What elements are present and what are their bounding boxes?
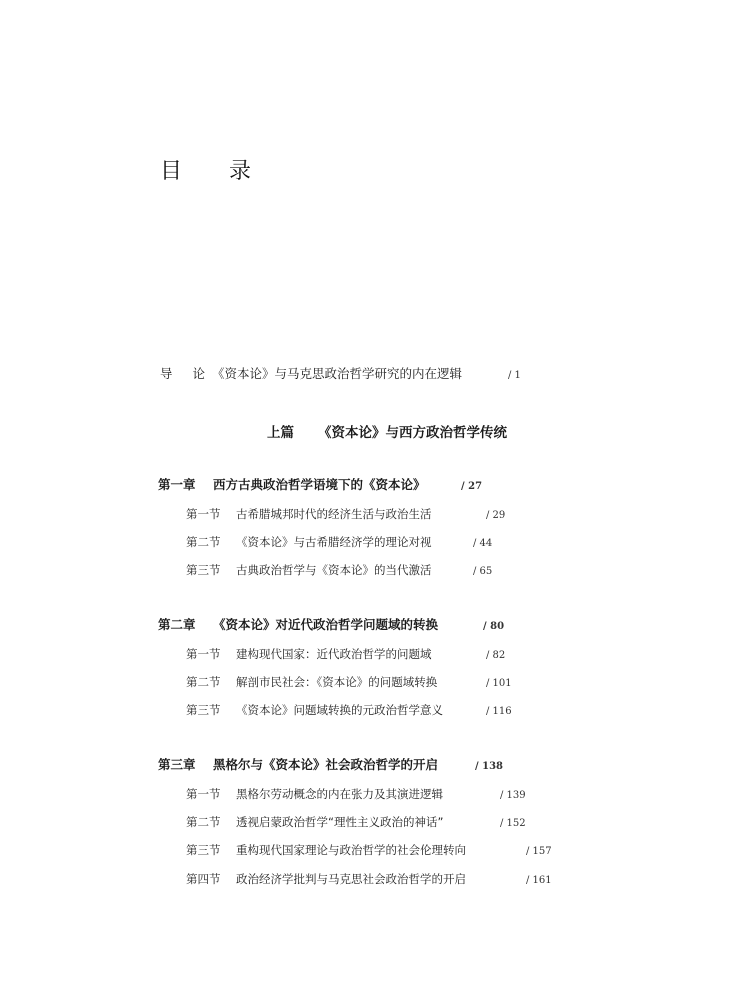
- toc-section[interactable]: [186, 674, 512, 692]
- toc-section[interactable]: [186, 646, 505, 664]
- section-label: 第一节: [186, 787, 221, 801]
- toc-section[interactable]: [186, 786, 526, 804]
- part-title: 《资本论》与西方政治哲学传统: [318, 425, 507, 441]
- section-title: 重构现代国家理论与政治哲学的社会伦理转向: [236, 843, 466, 857]
- chapter-title: 西方古典政治哲学语境下的《资本论》: [213, 477, 426, 492]
- section-label: 第二节: [186, 815, 221, 829]
- section-label: 第二节: [186, 535, 221, 549]
- toc-section[interactable]: [186, 562, 492, 580]
- section-title: 《资本论》与古希腊经济学的理论对视: [236, 535, 432, 549]
- section-title: 建构现代国家：近代政治哲学的问题域: [236, 647, 432, 661]
- section-page-number: / 161: [526, 875, 552, 886]
- section-page-number: / 101: [486, 678, 512, 689]
- toc-section[interactable]: [186, 534, 492, 552]
- chapter-page-number: / 138: [475, 761, 504, 772]
- section-page-number: / 139: [500, 790, 526, 801]
- section-label: 第一节: [186, 507, 221, 521]
- chapter-page-number: / 80: [483, 621, 505, 632]
- toc-section[interactable]: [186, 814, 526, 832]
- section-label: 第三节: [186, 843, 221, 857]
- part-label: 上篇: [267, 425, 294, 441]
- toc-chapter-2[interactable]: [158, 617, 504, 635]
- section-page-number: / 152: [500, 818, 526, 829]
- section-title: 黑格尔劳动概念的内在张力及其演进逻辑: [236, 787, 443, 801]
- section-label: 第一节: [186, 647, 221, 661]
- toc-chapter-1[interactable]: [158, 477, 482, 495]
- toc-entry-intro[interactable]: [160, 366, 521, 384]
- section-label: 第二节: [186, 675, 221, 689]
- section-title: 古典政治哲学与《资本论》的当代激活: [236, 563, 432, 577]
- toc-chapter-3[interactable]: [158, 757, 503, 775]
- chapter-page-number: / 27: [461, 481, 483, 492]
- section-page-number: / 65: [473, 566, 493, 577]
- intro-title: 《资本论》与马克思政治哲学研究的内在逻辑: [212, 366, 463, 381]
- section-page-number: / 44: [473, 538, 493, 549]
- toc-section[interactable]: [186, 506, 505, 524]
- section-title: 解剖市民社会：《资本论》的问题域转换: [236, 675, 438, 689]
- chapter-label: 第二章: [158, 617, 196, 632]
- section-label: 第三节: [186, 703, 221, 717]
- section-page-number: / 82: [486, 650, 506, 661]
- chapter-label: 第一章: [158, 477, 196, 492]
- section-title: 古希腊城邦时代的经济生活与政治生活: [236, 507, 432, 521]
- section-page-number: / 29: [486, 510, 506, 521]
- section-page-number: / 116: [486, 706, 512, 717]
- page-title: 目 录: [160, 159, 271, 184]
- intro-page-number: / 1: [508, 370, 521, 381]
- toc-section[interactable]: [186, 842, 552, 860]
- section-title: 政治经济学批判与马克思社会政治哲学的开启: [236, 872, 466, 886]
- section-title: 透视启蒙政治哲学“理性主义政治的神话”: [236, 815, 444, 829]
- section-label: 第四节: [186, 872, 221, 886]
- chapter-title: 黑格尔与《资本论》社会政治哲学的开启: [213, 757, 439, 772]
- section-title: 《资本论》问题域转换的元政治哲学意义: [236, 703, 443, 717]
- chapter-label: 第三章: [158, 757, 196, 772]
- section-label: 第三节: [186, 563, 221, 577]
- chapter-title: 《资本论》对近代政治哲学问题域的转换: [213, 617, 439, 632]
- toc-section[interactable]: [186, 702, 512, 720]
- section-page-number: / 157: [526, 846, 552, 857]
- intro-label: 导 论: [160, 366, 213, 381]
- toc-section[interactable]: [186, 871, 552, 889]
- part-heading: [0, 421, 750, 441]
